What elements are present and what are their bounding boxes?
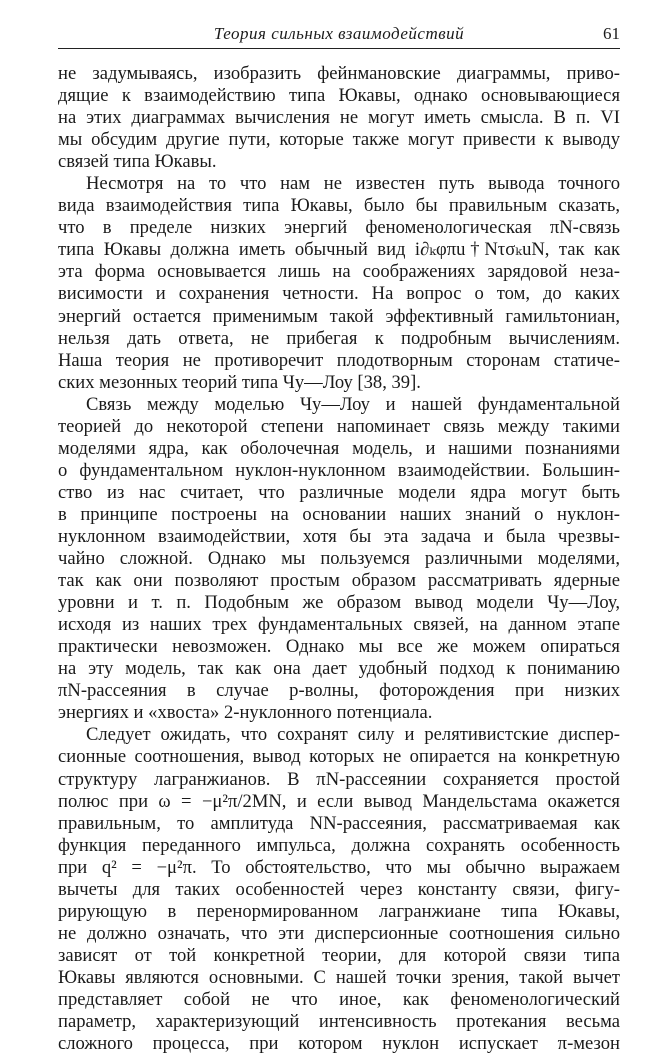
text-line: Следует ожидать, что сохранят силу и релятивистские диспер- <box>86 724 620 746</box>
text-line: так как они позволяют простым образом рассматривать ядерные <box>58 570 620 592</box>
paragraph <box>58 63 620 173</box>
text-line: нельзя дать ответа, не прибегая к подробным вычислениям. <box>58 327 620 349</box>
text-line: энергиях и «хвоста» 2-нуклонного потенциала. <box>58 702 433 724</box>
text-line: правильным, то амплитуда NN-рассеяния, рассматриваемая как <box>58 812 620 834</box>
text-line: вычеты для таких особенностей через константу связи, фигу- <box>58 878 620 900</box>
text-line: исходя из наших трех фундаментальных связей, на данном этапе <box>58 614 620 636</box>
text-line: мы обсудим другие пути, которые также могут привести к выводу <box>58 129 620 151</box>
text-line: πN-рассеяния в случае p-волны, фоторождения при низких <box>58 680 620 702</box>
text-line: вида взаимодействия типа Юкавы, было бы правильным сказать, <box>58 195 620 217</box>
text-line: энергий остается применимым такой эффективный гамильтониан, <box>58 305 620 327</box>
text-line: дящие к взаимодействию типа Юкавы, однако основывающиеся <box>58 85 620 107</box>
text-line: на эту модель, так как она дает удобный подход к пониманию <box>58 658 620 680</box>
text-line: функция переданного импульса, должна сохранять особенность <box>58 834 620 856</box>
body-text <box>58 63 620 1055</box>
text-line: уровни и т. п. Подобным же образом вывод модели Чу—Лоу, <box>58 592 620 614</box>
text-line: Связь между моделью Чу—Лоу и нашей фундаментальной <box>86 393 620 415</box>
running-head <box>58 22 620 49</box>
text-line: что в пределе низких энергий феноменологическая πN-связь <box>58 217 620 239</box>
text-line: Несмотря на то что нам не известен путь вывода точного <box>86 173 620 195</box>
text-line: представляет собой не что иное, как феноменологический <box>58 988 620 1010</box>
text-line: Наша теория не противоречит плодотворным сторонам статиче- <box>58 349 620 371</box>
text-line: моделями ядра, как оболочечная модель, и нашими познаниями <box>58 437 620 459</box>
text-line: при q² = −μ²π. То обстоятельство, что мы обычно выражаем <box>58 856 620 878</box>
text-line: эта форма основывается лишь на соображениях зарядовой неза- <box>58 261 620 283</box>
text-line: практически невозможен. Однако мы все же можем опираться <box>58 636 620 658</box>
paragraph <box>58 173 620 393</box>
text-line: чайно сложной. Однако мы пользуемся различными моделями, <box>58 548 620 570</box>
text-line: нуклонном взаимодействии, хотя бы эта задача и была чрезвы- <box>58 525 620 547</box>
text-line: структуру лагранжианов. В πN-рассеянии сохраняется простой <box>58 768 620 790</box>
text-line: параметр, характеризующий интенсивность протекания весьма <box>58 1011 620 1033</box>
text-line: ство из нас считает, что различные модели ядра могут быть <box>58 481 620 503</box>
text-line: сионные соотношения, вывод которых не опирается на конкретную <box>58 746 620 768</box>
text-line: связей типа Юкавы. <box>58 151 217 173</box>
page-number: 61 <box>603 24 620 43</box>
text-line: о фундаментальном нуклон-нуклонном взаимодействии. Большин- <box>58 459 620 481</box>
text-line: рирующую в перенормированном лагранжиане типа Юкавы, <box>58 900 620 922</box>
text-line: не должно означать, что эти дисперсионные соотношения сильно <box>58 922 620 944</box>
text-line: зависят от той конкретной теории, для которой связи типа <box>58 944 620 966</box>
paragraph <box>58 394 620 725</box>
text-line: не задумываясь, изобразить фейнмановские диаграммы, приво- <box>58 63 620 84</box>
text-line: Юкавы являются основными. С нашей точки зрения, такой вычет <box>58 966 620 988</box>
text-line: ских мезонных теорий типа Чу—Лоу [38, 39]. <box>58 371 421 393</box>
text-line: теорией до некоторой степени напоминает связь между такими <box>58 415 620 437</box>
text-line: висимости и сохранения четности. На вопрос о том, до каких <box>58 283 620 305</box>
running-title: Теория сильных взаимодействий <box>213 24 465 43</box>
paragraph <box>58 724 620 1055</box>
text-line: в принципе построены на основании наших знаний о нуклон- <box>58 503 620 525</box>
text-line: полюс при ω = −μ²π/2MN, и если вывод Мандельстама окажется <box>58 790 620 812</box>
text-line: типа Юкавы должна иметь обычный вид i∂ₖφπu†NτσₖuN, так как <box>58 239 620 261</box>
text-line: на этих диаграммах вычисления не могут иметь смысла. В п. VI <box>58 107 620 129</box>
text-line: сложного процесса, при котором нуклон испускает π-мезон <box>58 1033 620 1055</box>
